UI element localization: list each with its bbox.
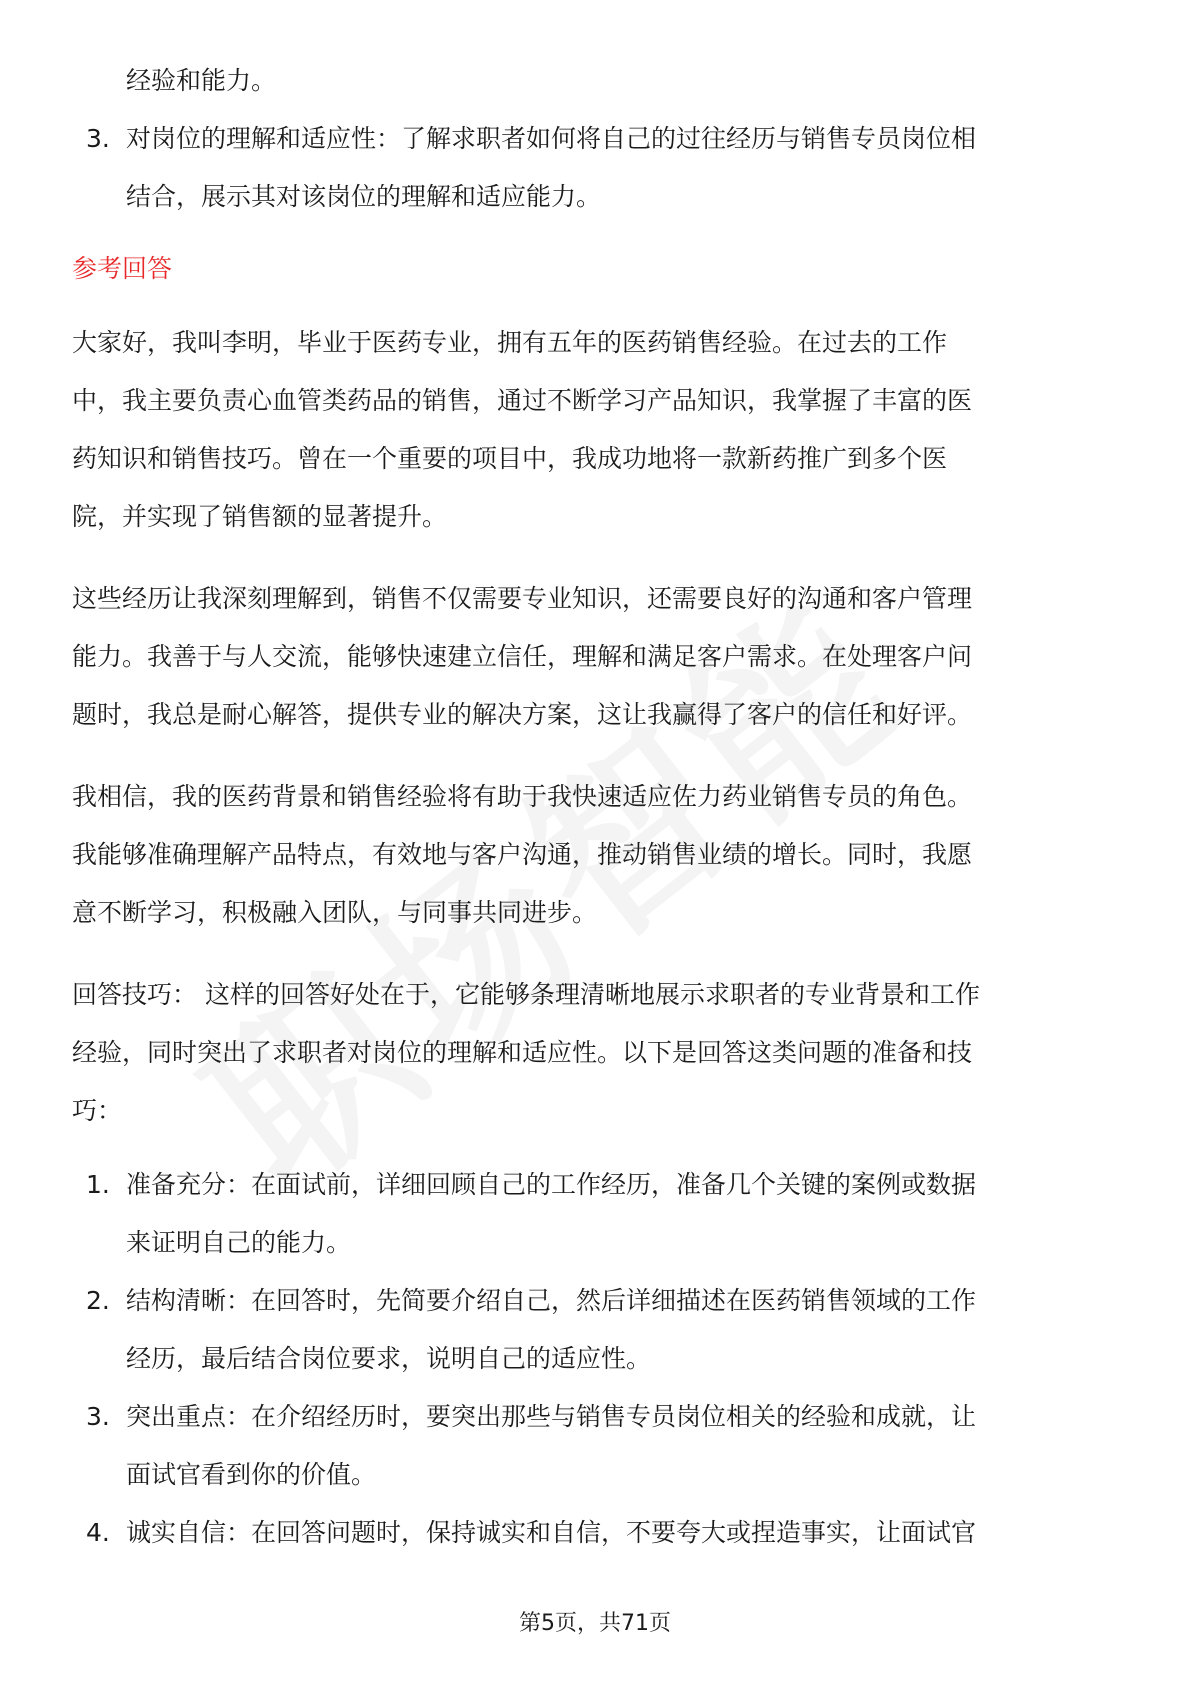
list-item xyxy=(72,1156,1122,1272)
list-item-line: 对岗位的理解和适应性：了解求职者如何将自己的过往经历与销售专员岗位相 xyxy=(126,124,977,153)
list-item-continuation: 经验和能力。 xyxy=(126,66,277,95)
paragraph-line: 我相信，我的医药背景和销售经验将有助于我快速适应佐力药业销售专员的角色。 xyxy=(72,782,973,811)
list-item-line: 来证明自己的能力。 xyxy=(126,1228,352,1257)
list-item-line: 准备充分：在面试前，详细回顾自己的工作经历，准备几个关键的案例或数据 xyxy=(126,1170,977,1199)
paragraph xyxy=(72,768,1122,942)
list-item-line: 面试官看到你的价值。 xyxy=(126,1460,377,1489)
paragraph-line: 这些经历让我深刻理解到，销售不仅需要专业知识，还需要良好的沟通和客户管理 xyxy=(72,584,973,613)
list-item-line: 结合，展示其对该岗位的理解和适应能力。 xyxy=(126,182,602,211)
page-content xyxy=(72,52,1122,1562)
list-item-number: 2. xyxy=(86,1286,110,1315)
list-item-number: 4. xyxy=(86,1518,110,1547)
list-item-number: 3. xyxy=(86,1402,110,1431)
list-item xyxy=(72,110,1122,226)
list-item xyxy=(72,1504,1122,1562)
list-item xyxy=(72,1388,1122,1504)
list-item xyxy=(72,1272,1122,1388)
paragraph-line: 题时，我总是耐心解答，提供专业的解决方案，这让我赢得了客户的信任和好评。 xyxy=(72,700,973,729)
list-item-number: 1. xyxy=(86,1170,110,1199)
paragraph xyxy=(72,966,1122,1140)
paragraph-line: 能力。我善于与人交流，能够快速建立信任，理解和满足客户需求。在处理客户问 xyxy=(72,642,973,671)
paragraph-line: 回答技巧： 这样的回答好处在于，它能够条理清晰地展示求职者的专业背景和工作 xyxy=(72,980,980,1009)
paragraph-line: 院，并实现了销售额的显著提升。 xyxy=(72,502,448,531)
paragraph xyxy=(72,314,1122,546)
paragraph-line: 我能够准确理解产品特点，有效地与客户沟通，推动销售业绩的增长。同时，我愿 xyxy=(72,840,973,869)
paragraph-line: 药知识和销售技巧。曾在一个重要的项目中，我成功地将一款新药推广到多个医 xyxy=(72,444,948,473)
list-item-number: 3. xyxy=(86,124,110,153)
tips-list xyxy=(72,1156,1122,1562)
paragraph-line: 经验，同时突出了求职者对岗位的理解和适应性。以下是回答这类问题的准备和技 xyxy=(72,1038,973,1067)
paragraph-line: 中，我主要负责心血管类药品的销售，通过不断学习产品知识，我掌握了丰富的医 xyxy=(72,386,973,415)
criteria-list xyxy=(72,110,1122,226)
list-item-line: 经历，最后结合岗位要求，说明自己的适应性。 xyxy=(126,1344,652,1373)
paragraph-line: 大家好，我叫李明，毕业于医药专业，拥有五年的医药销售经验。在过去的工作 xyxy=(72,328,948,357)
paragraph-line: 意不断学习，积极融入团队，与同事共同进步。 xyxy=(72,898,598,927)
page-footer: 第5页，共71页 xyxy=(519,1611,671,1636)
list-item-line: 结构清晰：在回答时，先简要介绍自己，然后详细描述在医药销售领域的工作 xyxy=(126,1286,977,1315)
paragraph-line: 巧： xyxy=(72,1096,123,1125)
paragraph xyxy=(72,570,1122,744)
list-item-line: 诚实自信：在回答问题时，保持诚实和自信，不要夸大或捏造事实，让面试官 xyxy=(126,1518,977,1547)
list-item-line: 突出重点：在介绍经历时，要突出那些与销售专员岗位相关的经验和成就，让 xyxy=(126,1402,977,1431)
section-title: 参考回答 xyxy=(72,254,173,283)
